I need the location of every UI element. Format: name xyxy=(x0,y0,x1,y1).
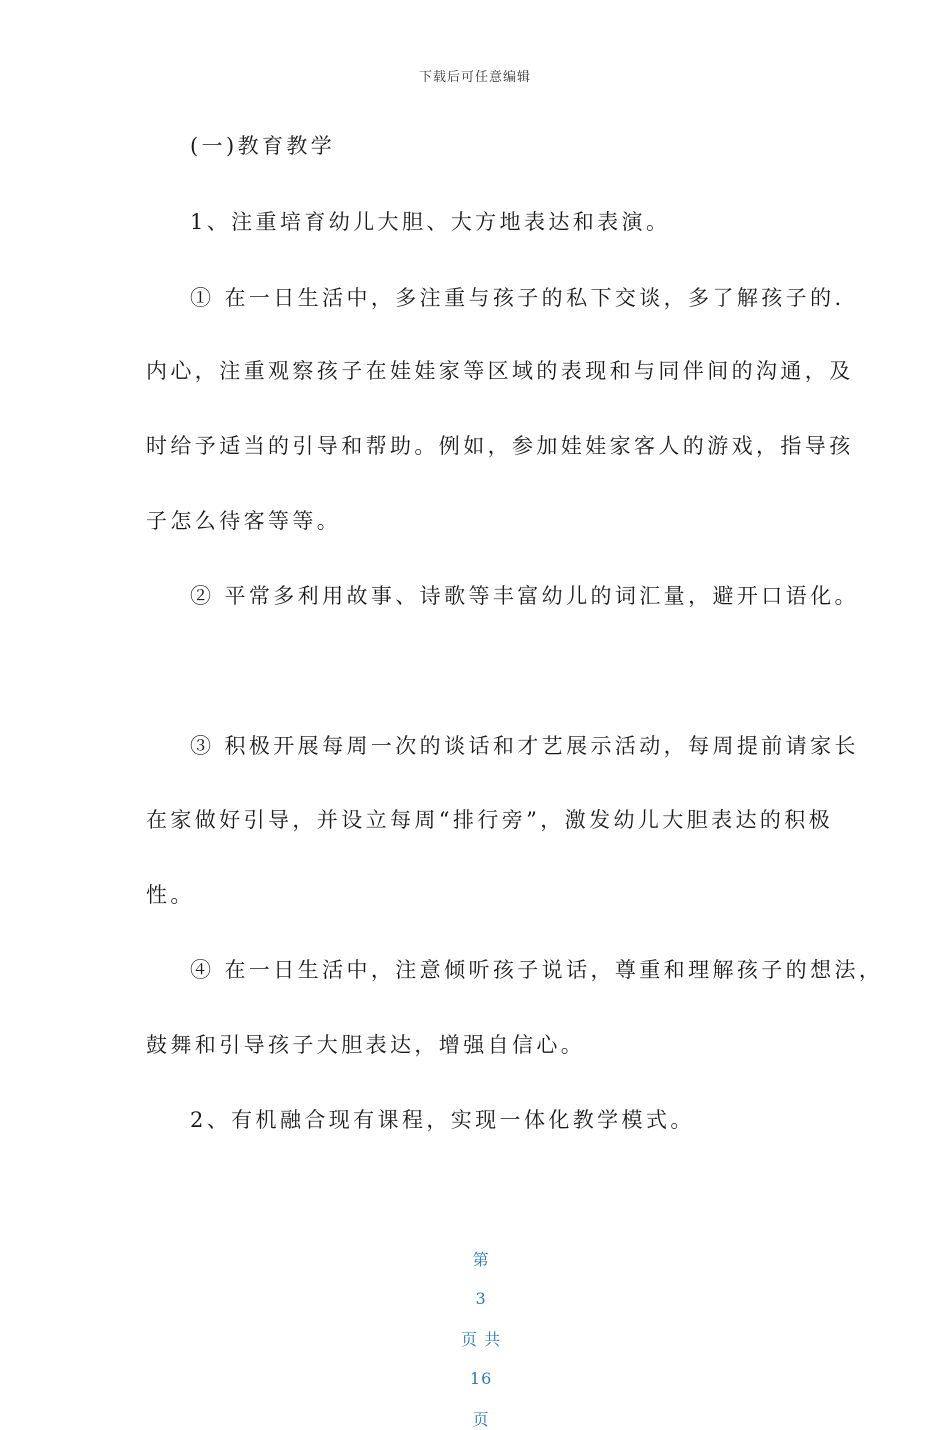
paragraph-1-line-1: ① 在一日生活中，多注重与孩子的私下交谈，多了解孩子的. xyxy=(190,286,845,310)
footer-page-label-pre: 第 xyxy=(472,1250,490,1269)
paragraph-4-line-1: ④ 在一日生活中，注意倾听孩子说话，尊重和理解孩子的想法， xyxy=(190,958,884,982)
page-footer xyxy=(0,1228,950,1430)
paragraph-3-line-2: 在家做好引导，并设立每周“排行旁”，激发幼儿大胆表达的积极 xyxy=(146,808,834,832)
paragraph-1-line-2: 内心，注重观察孩子在娃娃家等区域的表现和与同伴间的沟通，及 xyxy=(146,359,854,383)
paragraph-4-line-2: 鼓舞和引导孩子大胆表达，增强自信心。 xyxy=(146,1033,586,1057)
paragraph-1-line-3: 时给予适当的引导和帮助。例如，参加娃娃家客人的游戏，指导孩 xyxy=(146,434,854,458)
footer-page-label-post: 页 xyxy=(472,1410,490,1429)
item-1-title: 1、注重培育幼儿大胆、大方地表达和表演。 xyxy=(190,210,671,234)
section-heading: (一)教育教学 xyxy=(190,134,336,158)
footer-total-pages: 16 xyxy=(469,1369,493,1388)
footer-page-label-mid: 页 共 xyxy=(461,1330,502,1349)
item-2-title: 2、有机融合现有课程，实现一体化教学模式。 xyxy=(190,1108,695,1132)
paragraph-2-line-1: ② 平常多利用故事、诗歌等丰富幼儿的词汇量，避开口语化。 xyxy=(190,584,859,608)
paragraph-3-line-1: ③ 积极开展每周一次的谈话和才艺展示活动，每周提前请家长 xyxy=(190,734,859,758)
paragraph-3-line-3: 性。 xyxy=(146,883,195,907)
page-header: 下载后可任意编辑 xyxy=(418,70,531,85)
footer-current-page: 3 xyxy=(475,1289,487,1308)
paragraph-1-line-4: 子怎么待客等等。 xyxy=(146,509,342,533)
